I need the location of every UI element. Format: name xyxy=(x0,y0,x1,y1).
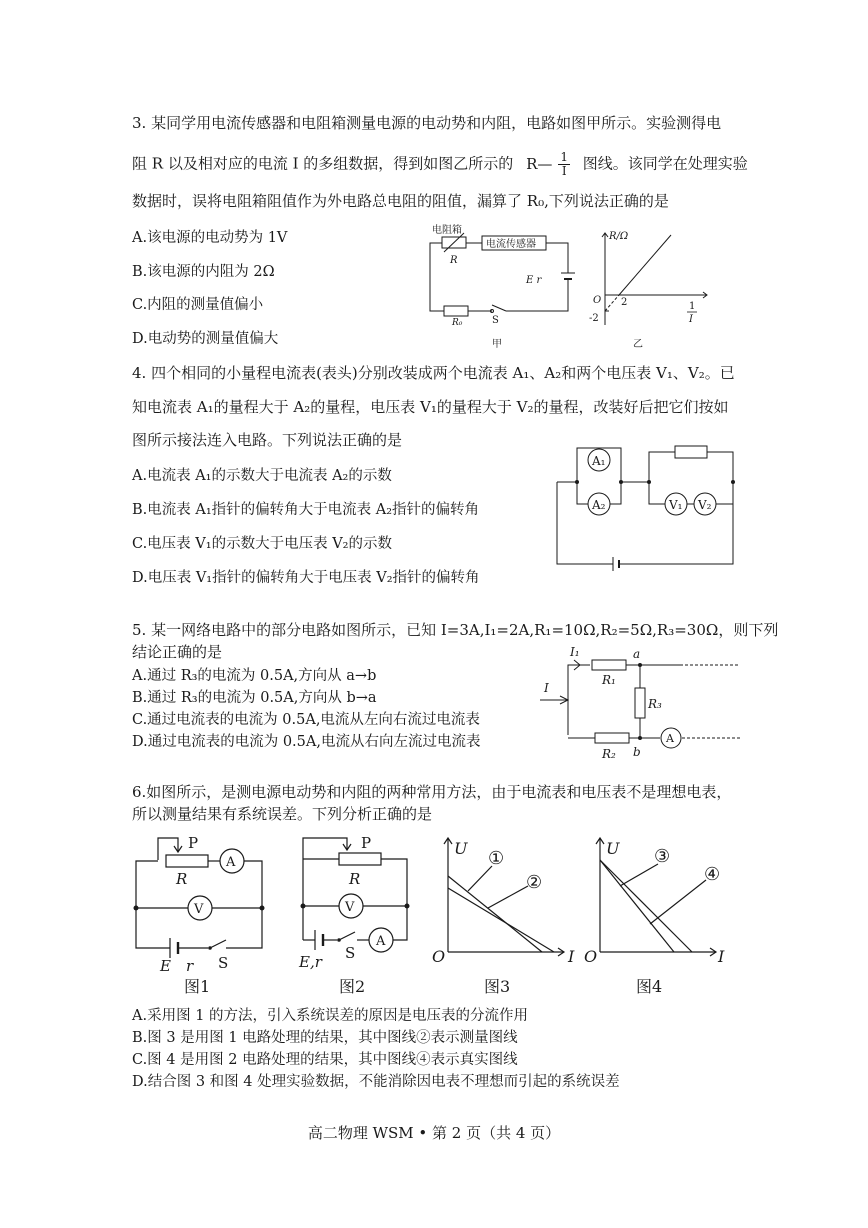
q4-a1-label: A₁ xyxy=(592,454,606,468)
q5-r1-label: R₁ xyxy=(602,673,616,687)
q6-fig3-line1: ① xyxy=(488,848,505,869)
q6-fig3-caption: 图3 xyxy=(484,977,511,996)
q3-yi-caption: 乙 xyxy=(633,339,643,350)
q5-circuit xyxy=(540,640,740,765)
q6-fig1-v: V xyxy=(194,902,204,917)
q5-ammeter-label: A xyxy=(666,732,674,745)
q6-fig2-p: P xyxy=(361,834,372,852)
q3-stem-line3: 数据时，误将电阻箱阻值作为外电路总电阻的阻值，漏算了 R₀,下列说法正确的是 xyxy=(132,192,669,210)
q6-stem-line1: 6.如图所示，是测电源电动势和内阻的两种常用方法，由于电流表和电压表不是理想电表， xyxy=(132,783,732,801)
q3-option-d: D.电动势的测量值偏大 xyxy=(132,331,279,347)
q4-v1-label: V₁ xyxy=(669,498,683,512)
q3-stem-line2 xyxy=(132,151,748,178)
q3-stem-fraction xyxy=(558,151,570,178)
q3-stem-r-dash: R— xyxy=(526,154,553,173)
q6-fig2-v: V xyxy=(345,900,355,915)
q6-fig4-graph xyxy=(582,830,737,995)
q6-fig3-graph xyxy=(430,830,585,995)
q3-circuit-jia xyxy=(420,225,580,355)
q6-fig3-i: I xyxy=(568,947,575,966)
q6-fig2-circuit xyxy=(295,830,425,995)
q4-option-d: D.电压表 V₁指针的偏转角大于电压表 V₂指针的偏转角 xyxy=(132,570,480,586)
q3-stem-line1: 3. 某同学用电流传感器和电阻箱测量电源的电动势和内阻，电路如图甲所示。实验测得电 xyxy=(132,114,722,132)
q6-option-d: D.结合图 3 和图 4 处理实验数据，不能消除因电表不理想而引起的系统误差 xyxy=(132,1074,620,1090)
q3-yi-x-axis-num: 1 xyxy=(689,301,696,312)
q3-stem-line2-pre: 阻 R 以及相对应的电流 I 的多组数据，得到如图乙所示的 xyxy=(132,154,514,173)
q3-option-b: B.该电源的内阻为 2Ω xyxy=(132,264,275,280)
q4-stem-line1: 4. 四个相同的小量程电流表(表头)分别改装成两个电流表 A₁、A₂和两个电压表 V₁、V₂。已 xyxy=(132,364,735,382)
q6-fig4-u: U xyxy=(606,839,620,858)
q6-fig1-s: S xyxy=(218,954,229,972)
q3-yi-origin: O xyxy=(593,295,602,306)
q6-fig2-er: E,r xyxy=(299,953,322,971)
q6-fig1-caption: 图1 xyxy=(184,977,211,996)
q6-fig3-u: U xyxy=(454,839,468,858)
q3-stem-line2-post: 图线。该同学在处理实验 xyxy=(582,154,748,173)
q3-yi-x-axis-den: I xyxy=(689,314,693,325)
q5-i1-label: I₁ xyxy=(570,645,580,659)
q3-frac-den: I xyxy=(561,164,567,178)
q3-yi-x-tick: 2 xyxy=(621,297,628,308)
q4-option-c: C.电压表 V₁的示数大于电压表 V₂的示数 xyxy=(132,536,392,552)
q5-option-d: D.通过电流表的电流为 0.5A,电流从右向左流过电流表 xyxy=(132,734,481,750)
q6-fig1-e: E xyxy=(160,957,171,975)
q6-fig2-caption: 图2 xyxy=(339,977,366,996)
q6-option-c: C.图 4 是用图 2 电路处理的结果，其中图线④表示真实图线 xyxy=(132,1052,518,1068)
q5-a-label: a xyxy=(633,647,641,661)
q3-jia-r0-label: R₀ xyxy=(452,318,463,328)
q4-option-a: A.电流表 A₁的示数大于电流表 A₂的示数 xyxy=(132,468,392,484)
q3-option-c: C.内阻的测量值偏小 xyxy=(132,297,264,313)
q6-fig1-r: R xyxy=(176,870,188,888)
q4-v2-label: V₂ xyxy=(698,498,712,512)
q6-fig1-p: P xyxy=(188,834,199,852)
q6-fig1-circuit xyxy=(130,830,270,995)
q6-option-a: A.采用图 1 的方法，引入系统误差的原因是电压表的分流作用 xyxy=(132,1008,529,1024)
q4-a2-label: A₂ xyxy=(592,498,606,512)
q6-fig2-s: S xyxy=(345,944,356,962)
q3-jia-sensor-label: 电流传感器 xyxy=(486,239,536,250)
q6-fig4-i: I xyxy=(718,947,725,966)
q6-stem-line2: 所以测量结果有系统误差。下列分析正确的是 xyxy=(132,805,433,823)
q6-fig4-caption: 图4 xyxy=(636,977,663,996)
q4-circuit xyxy=(555,440,745,580)
q6-fig2-a: A xyxy=(376,934,386,949)
q4-option-b: B.电流表 A₁指针的偏转角大于电流表 A₂指针的偏转角 xyxy=(132,502,480,518)
q5-b-label: b xyxy=(633,745,641,759)
q4-stem-line3: 图所示接法连入电路。下列说法正确的是 xyxy=(132,431,403,449)
q3-yi-y-tick: -2 xyxy=(589,313,599,324)
q4-stem-line2: 知电流表 A₁的量程大于 A₂的量程，电压表 V₁的量程大于 V₂的量程，改装好后把它们按如 xyxy=(132,398,729,416)
q6-fig3-line2: ② xyxy=(526,872,543,893)
q5-i-label: I xyxy=(544,681,549,695)
q6-fig4-line4: ④ xyxy=(704,864,721,885)
page-footer: 高二物理 WSM • 第 2 页（共 4 页） xyxy=(307,1124,561,1142)
q3-option-a: A.该电源的电动势为 1V xyxy=(132,230,288,246)
q5-stem-line2: 结论正确的是 xyxy=(132,643,223,661)
q6-fig4-line3: ③ xyxy=(654,846,671,867)
q6-fig1-a: A xyxy=(226,855,236,870)
q6-fig3-o: O xyxy=(432,947,446,966)
q3-jia-r-label: R xyxy=(450,255,458,266)
q3-yi-y-axis: R/Ω xyxy=(609,231,629,242)
q6-fig4-o: O xyxy=(584,947,598,966)
q5-option-c: C.通过电流表的电流为 0.5A,电流从左向右流过电流表 xyxy=(132,712,480,728)
q3-graph-yi xyxy=(585,225,715,355)
q5-r2-label: R₂ xyxy=(602,747,616,761)
q5-stem-line1: 5. 某一网络电路中的部分电路如图所示，已知 I=3A,I₁=2A,R₁=10Ω,R₂=5Ω,R₃=30Ω，则下列 xyxy=(132,621,779,639)
q5-option-b: B.通过 R₃的电流为 0.5A,方向从 b→a xyxy=(132,690,377,706)
q5-option-a: A.通过 R₃的电流为 0.5A,方向从 a→b xyxy=(132,668,377,684)
q3-jia-switch-label: S xyxy=(492,315,499,326)
q6-fig2-r: R xyxy=(349,870,361,888)
q3-frac-num: 1 xyxy=(560,150,569,164)
q3-jia-box-label: 电阻箱 xyxy=(432,225,462,236)
q6-option-b: B.图 3 是用图 1 电路处理的结果，其中图线②表示测量图线 xyxy=(132,1030,518,1046)
q6-fig1-rr: r xyxy=(186,957,194,975)
q3-jia-caption: 甲 xyxy=(492,339,502,350)
q5-r3-label: R₃ xyxy=(648,697,662,711)
q3-jia-source-label: E r xyxy=(526,275,542,286)
